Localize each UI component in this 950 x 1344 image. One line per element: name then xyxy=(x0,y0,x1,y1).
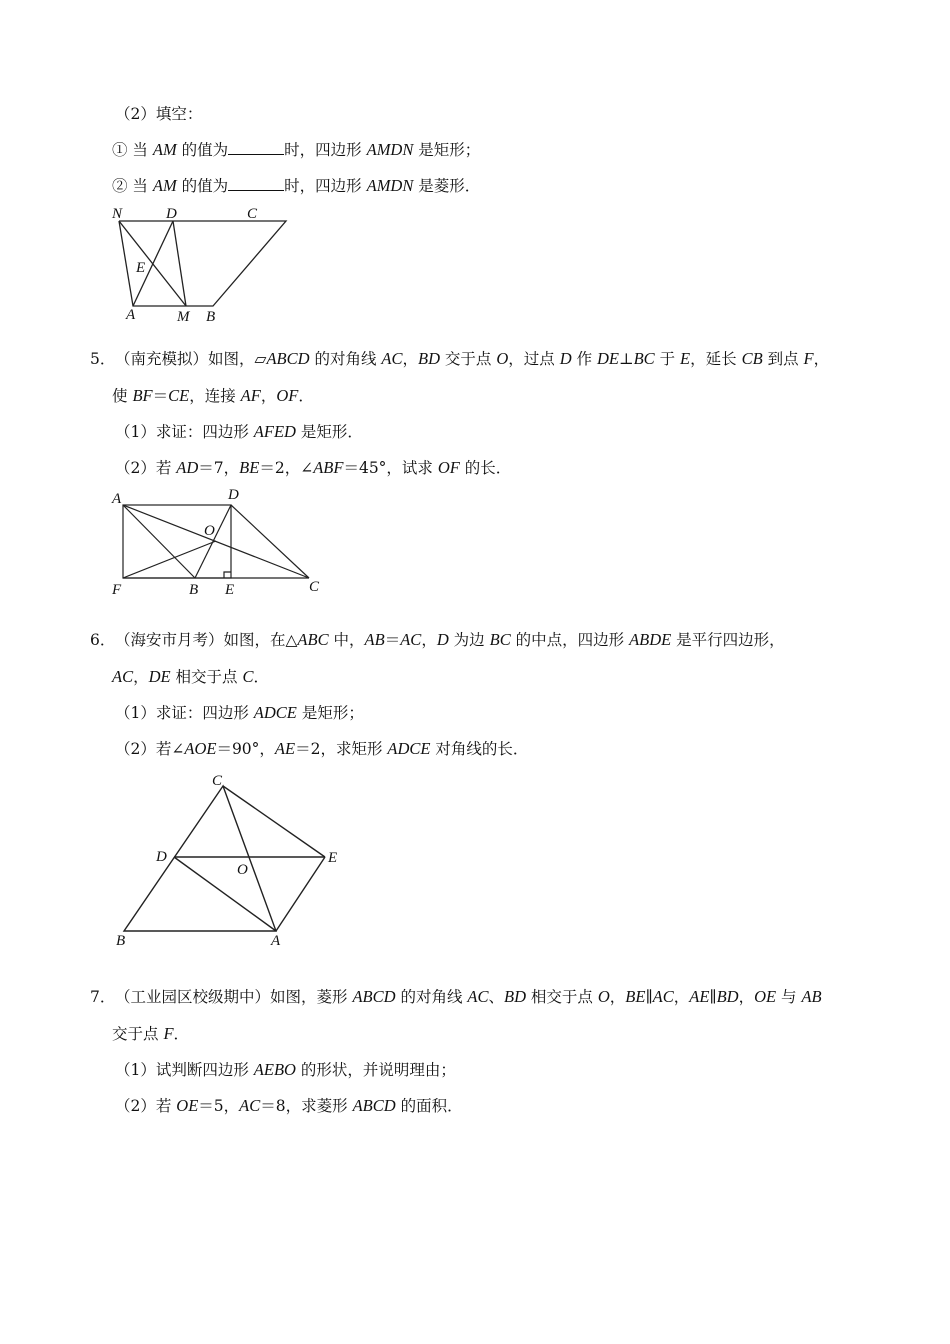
text-run: （2）若 xyxy=(115,459,177,477)
label-D: D xyxy=(228,487,239,503)
text-run: （1）试判断四边形 xyxy=(115,1061,254,1079)
q5-number: 5． xyxy=(90,350,116,368)
text-run: 为边 xyxy=(448,631,490,649)
math-variable: D xyxy=(436,630,449,649)
text-run: ＝90°， xyxy=(216,740,275,758)
math-variable: ABF xyxy=(313,458,344,477)
math-variable: DE xyxy=(597,349,619,368)
text-run: （南充模拟）如图， xyxy=(115,350,255,368)
text-run: ． xyxy=(253,668,269,686)
math-variable: OE xyxy=(176,1096,199,1115)
text-run: ＝7， xyxy=(198,459,240,477)
math-variable: C xyxy=(242,667,254,686)
text-run: 的对角线 xyxy=(395,988,468,1006)
math-variable: O xyxy=(597,987,610,1006)
label-O: O xyxy=(237,862,248,878)
q7-part1 xyxy=(115,1060,456,1080)
label-A: A xyxy=(271,933,281,949)
text-run: ， xyxy=(402,350,418,368)
text-run: ∥ xyxy=(709,988,717,1006)
math-variable: ADCE xyxy=(387,739,431,758)
text-run: 于 xyxy=(654,350,681,368)
math-variable: ABCD xyxy=(266,349,310,368)
text-run: 的中点，四边形 xyxy=(510,631,630,649)
math-variable: AD xyxy=(176,458,199,477)
text-run: ， xyxy=(260,387,277,405)
text-run: 是平行四边形， xyxy=(671,631,785,649)
label-A: A xyxy=(112,491,122,507)
label-C: C xyxy=(309,579,320,595)
text-run: ． xyxy=(298,387,314,405)
label-C: C xyxy=(212,773,223,789)
label-C: C xyxy=(247,206,258,222)
text-run: 的面积． xyxy=(395,1097,463,1115)
math-variable: CB xyxy=(741,349,763,368)
math-variable: D xyxy=(559,349,572,368)
text-run: 的长． xyxy=(459,459,512,477)
text-run: ＝ xyxy=(384,631,401,649)
math-variable: AFED xyxy=(253,422,296,441)
text-run: ＝5， xyxy=(198,1097,240,1115)
math-variable: BE xyxy=(239,458,260,477)
text-run: 是矩形； xyxy=(296,704,364,722)
math-variable: BF xyxy=(132,386,153,405)
math-variable: E xyxy=(680,349,691,368)
text-run: （2）若 xyxy=(115,1097,177,1115)
text-run: 的对角线 xyxy=(309,350,382,368)
label-B: B xyxy=(206,309,216,325)
math-variable: F xyxy=(163,1024,174,1043)
math-variable: AB xyxy=(801,987,822,1006)
text-run: ， xyxy=(133,668,149,686)
math-variable: AC xyxy=(400,630,422,649)
text-run: ， xyxy=(421,631,437,649)
text-run: 中， xyxy=(328,631,365,649)
label-B: B xyxy=(116,933,126,949)
label-E: E xyxy=(136,260,146,276)
text-run: 对角线的长． xyxy=(430,740,529,758)
math-variable: AC xyxy=(239,1096,261,1115)
q4-item2: ② 当 AM 的值为 时，四边形 AMDN 是菱形． xyxy=(112,176,481,195)
label-E: E xyxy=(225,582,235,598)
text-run: ▱ xyxy=(254,350,267,368)
text-run: 是矩形． xyxy=(295,423,363,441)
text-run: ． xyxy=(173,1025,190,1043)
math-variable: BC xyxy=(633,349,655,368)
q4-part2: （2）填空： xyxy=(115,105,203,123)
math-variable: ABDE xyxy=(629,630,672,649)
text-run: 、 xyxy=(488,988,504,1006)
text-run: ＝2，求矩形 xyxy=(295,740,388,758)
math-variable: AC xyxy=(112,667,134,686)
q7-stem-line2 xyxy=(112,1024,189,1044)
math-variable: ABCD xyxy=(352,1096,396,1115)
label-A: A xyxy=(126,307,136,323)
text-run: ＝2，∠ xyxy=(259,459,314,477)
math-variable: AB xyxy=(364,630,385,649)
label-D: D xyxy=(156,849,167,865)
text-run: ， xyxy=(738,988,755,1006)
math-variable: AC xyxy=(381,349,403,368)
text-run: ， xyxy=(813,350,830,368)
text-run: 交于点 xyxy=(440,350,497,368)
math-variable: BD xyxy=(418,349,440,368)
text-run: 使 xyxy=(112,387,133,405)
text-run: ＝45°，试求 xyxy=(343,459,438,477)
math-variable: ABC xyxy=(297,630,329,649)
label-M: M xyxy=(177,309,190,325)
text-run: 相交于点 xyxy=(526,988,598,1006)
math-variable: OE xyxy=(754,987,777,1006)
math-variable: CE xyxy=(168,386,190,405)
text-run: 作 xyxy=(571,350,597,368)
math-variable: AOE xyxy=(184,739,217,758)
text-run: ，延长 xyxy=(690,350,742,368)
math-variable: ABCD xyxy=(352,987,396,1006)
math-variable: AEBO xyxy=(253,1060,296,1079)
text-run: 的形状，并说明理由； xyxy=(295,1061,456,1079)
text-run: ，过点 xyxy=(508,350,560,368)
text-run: ⊥ xyxy=(619,350,634,368)
text-run: ＝ xyxy=(152,387,169,405)
label-E: E xyxy=(328,850,338,866)
text-run: （工业园区校级期中）如图，菱形 xyxy=(115,988,353,1006)
math-variable: BD xyxy=(504,987,526,1006)
math-variable: AC xyxy=(652,987,674,1006)
text-run: （1）求证：四边形 xyxy=(115,423,254,441)
label-B: B xyxy=(189,582,199,598)
math-variable: F xyxy=(803,349,814,368)
text-run: ，连接 xyxy=(189,387,241,405)
math-variable: BD xyxy=(716,987,739,1006)
math-variable: AF xyxy=(240,386,261,405)
math-variable: O xyxy=(496,349,509,368)
math-variable: AE xyxy=(274,739,296,758)
text-run: （2）若∠ xyxy=(115,740,185,758)
text-run: ＝8，求菱形 xyxy=(260,1097,353,1115)
q7-part2 xyxy=(115,1096,463,1116)
text-run: 交于点 xyxy=(112,1025,164,1043)
q7-stem-line1 xyxy=(115,987,822,1007)
text-run: （1）求证：四边形 xyxy=(115,704,254,722)
q6-number: 6． xyxy=(90,631,116,649)
label-D: D xyxy=(166,206,177,222)
label-N: N xyxy=(112,206,123,222)
math-variable: AC xyxy=(467,987,489,1006)
text-run: ， xyxy=(609,988,626,1006)
text-run: 到点 xyxy=(762,350,804,368)
math-variable: ADCE xyxy=(253,703,297,722)
q7-number: 7． xyxy=(90,988,116,1006)
math-variable: AE xyxy=(689,987,710,1006)
math-variable: OF xyxy=(276,386,299,405)
text-run: ∥ xyxy=(645,988,653,1006)
text-run: ， xyxy=(673,988,690,1006)
text-run: 相交于点 xyxy=(170,668,243,686)
text-run: 与 xyxy=(776,988,802,1006)
math-variable: BE xyxy=(625,987,646,1006)
label-F: F xyxy=(112,582,122,598)
math-variable: BC xyxy=(489,630,511,649)
math-variable: DE xyxy=(148,667,171,686)
label-O: O xyxy=(204,523,215,539)
math-variable: OF xyxy=(437,458,460,477)
q4-item1: ① 当 AM 的值为 时，四边形 AMDN 是矩形； xyxy=(112,140,481,159)
text-run: （海安市月考）如图，在△ xyxy=(115,631,298,649)
